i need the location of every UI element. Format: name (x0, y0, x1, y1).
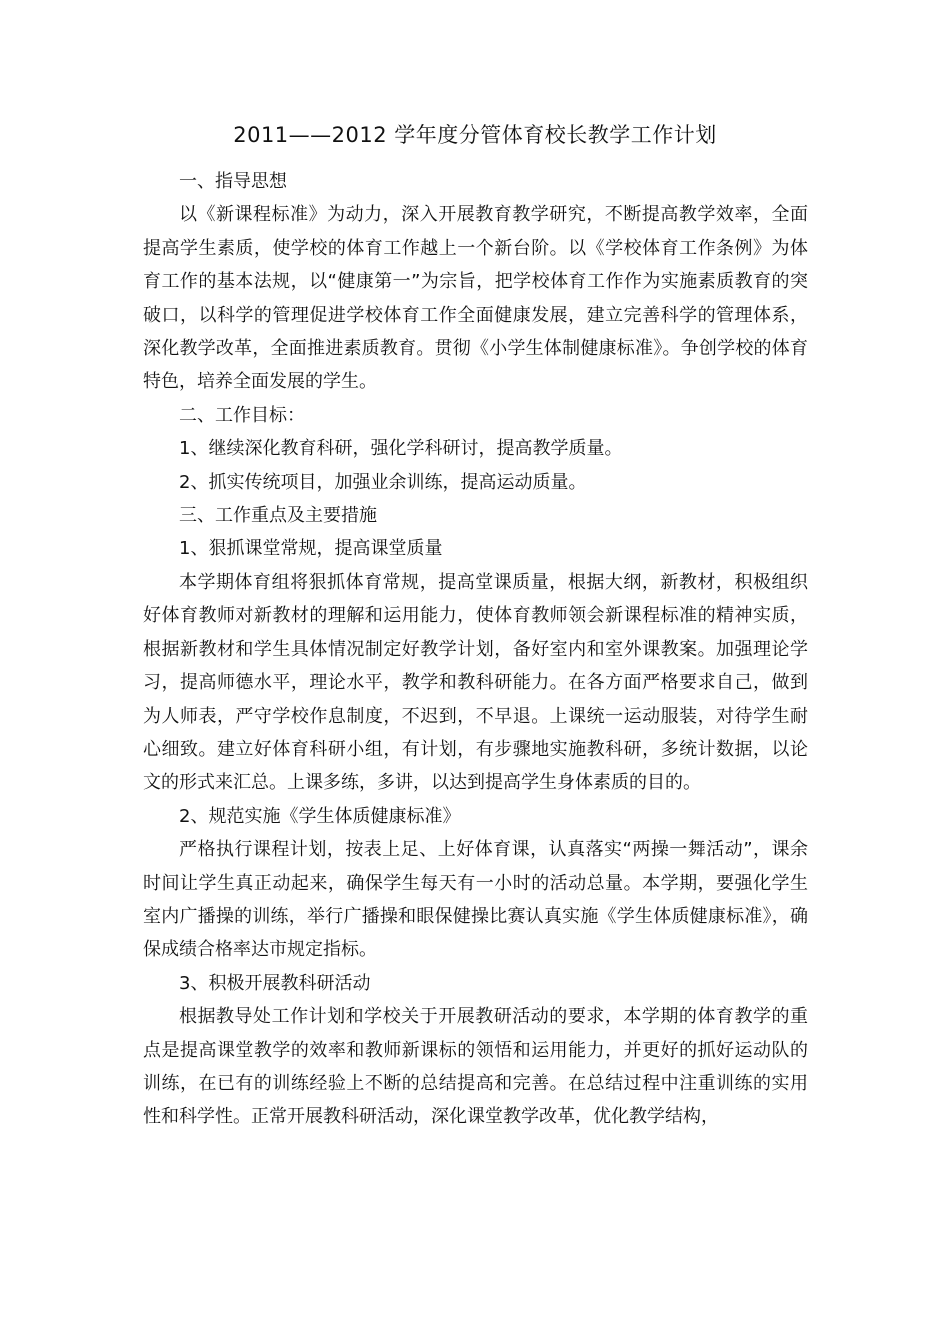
subsection-heading: 3、积极开展教科研活动 (179, 972, 371, 994)
goal-item: 2、抓实传统项目，加强业余训练，提高运动质量。 (179, 471, 587, 493)
paragraph: 严格执行课程计划，按表上足、上好体育课，认真落实“两操一舞活动”，课余时间让学生真正动起来，确保学生每天有一小时的活动总量。本学期，要强化学生室内广播操的训练，举行广播操和眼保健操比赛认真实施《学生体质健康标准》，确保成绩合格率达市规定指标。 (143, 839, 808, 961)
paragraph: 根据教导处工作计划和学校关于开展教研活动的要求，本学期的体育教学的重点是提高课堂教学的效率和教师新课标的领悟和运用能力，并更好的抓好运动队的训练，在已有的训练经验上不断的总结提高和完善。在总结过程中注重训练的实用性和科学性。正常开展教科研活动，深化课堂教学改革，优化教学结构， (143, 1006, 808, 1128)
document-title: 2011——2012 学年度分管体育校长教学工作计划 (233, 123, 717, 147)
paragraph: 以《新课程标准》为动力，深入开展教育教学研究，不断提高教学效率，全面提高学生素质，使学校的体育工作越上一个新台阶。以《学校体育工作条例》为体育工作的基本法规，以“健康第一”为宗旨，把学校体育工作作为实施素质教育的突破口，以科学的管理促进学校体育工作全面健康发展，建立完善科学的管理体系，深化教学改革，全面推进素质教育。贯彻《小学生体制健康标准》。争创学校的体育特色，培养全面发展的学生。 (143, 204, 808, 393)
subsection-heading: 1、狠抓课堂常规，提高课堂质量 (179, 538, 443, 560)
goal-item: 1、继续深化教育科研，强化学科研讨，提高教学质量。 (179, 438, 623, 460)
subsection-heading: 2、规范实施《学生体质健康标准》 (179, 805, 461, 827)
paragraph: 本学期体育组将狠抓体育常规，提高堂课质量，根据大纲，新教材，积极组织好体育教师对新教材的理解和运用能力，使体育教师领会新课程标准的精神实质，根据新教材和学生具体情况制定好教学计划，备好室内和室外课教案。加强理论学习，提高师德水平，理论水平，教学和教科研能力。在各方面严格要求自己，做到为人师表，严守学校作息制度，不迟到，不早退。上课统一运动服装，对待学生耐心细致。建立好体育科研小组，有计划，有步骤地实施教科研，多统计数据，以论文的形式来汇总。上课多练，多讲，以达到提高学生身体素质的目的。 (143, 571, 808, 794)
section-heading: 三、工作重点及主要措施 (179, 505, 377, 527)
document-body (143, 165, 808, 1134)
section-heading: 一、指导思想 (179, 171, 287, 192)
section-heading: 二、工作目标： (179, 404, 305, 426)
